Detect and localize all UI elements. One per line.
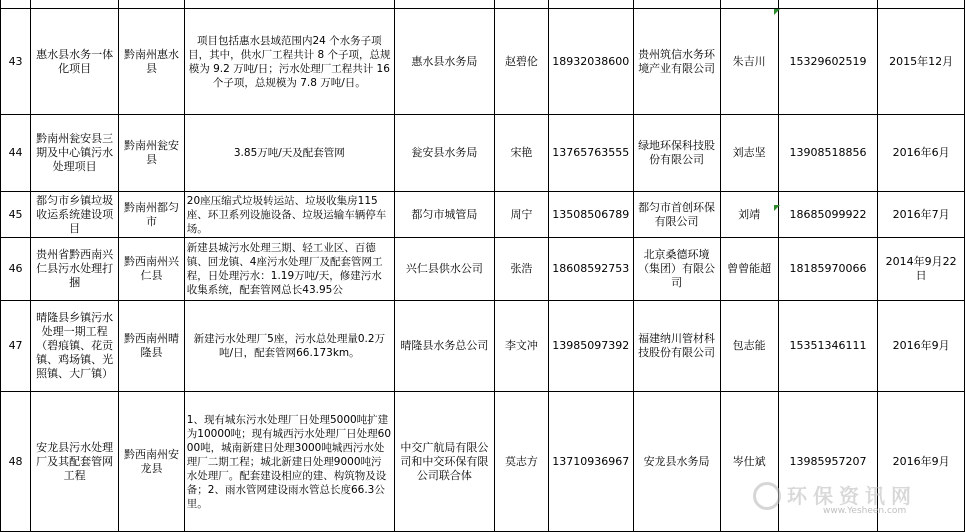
table-row	[1, 115, 965, 192]
cell-owner-phone: 13765763555	[549, 115, 634, 192]
cell-owner-phone: 18608592753	[549, 238, 634, 301]
cell-owner-phone: 13710936967	[549, 392, 634, 532]
table-row	[1, 301, 965, 392]
cell-project	[31, 0, 119, 9]
cell-no: 43	[1, 9, 31, 115]
cell-region: 黔西南州兴仁县	[119, 238, 185, 301]
cell-no	[1, 0, 31, 9]
cell-project: 黔南州瓮安县三期及中心镇污水处理项目	[31, 115, 119, 192]
table-row	[1, 192, 965, 238]
cell-investor-phone: 18685099922	[778, 192, 878, 238]
cell-no: 46	[1, 238, 31, 301]
cell-content: 新建县城污水处理三期、轻工业区、百德镇、回龙镇、4座污水处理厂及配套管网工程，日处理污水：1.19万吨/天，修建污水收集系统，配套管网总长43.95公	[184, 238, 394, 301]
cell-project: 安龙县污水处理厂及其配套管网工程	[31, 392, 119, 532]
cell-region: 黔西南州安龙县	[119, 392, 185, 532]
cell-owner: 兴仁县供水公司	[394, 238, 494, 301]
cell-investor-contact: 包志能	[720, 301, 778, 392]
cell-content: 1、现有城东污水处理厂日处理5000吨扩建为10000吨；现有城西污水处理厂日处理6000吨，城南新建日处理3000吨城西污水处理厂二期工程；城北新建日处理9000吨污水处理厂。配套建设相应的建、构筑物及设备；2、雨水管网建设雨水管总长度66.3公里。	[184, 392, 394, 532]
cell-date: 2016年6月	[878, 115, 965, 192]
cell-region: 黔南州惠水县	[119, 9, 185, 115]
cell-investor: 北京桑德环境（集团）有限公司	[633, 238, 720, 301]
cell-content	[184, 0, 394, 9]
cell-owner-contact: 赵碧伦	[494, 9, 548, 115]
cell-no: 44	[1, 115, 31, 192]
cell-date: 2014年9月22日	[878, 238, 965, 301]
cell-date: 2016年9月	[878, 392, 965, 532]
watermark-url: www.Yesheen.com	[823, 506, 907, 516]
cell-owner	[394, 0, 494, 9]
cell-owner-contact	[494, 0, 548, 9]
cell-investor-phone: 18185970066	[778, 238, 878, 301]
cell-investor-phone: 13908518856	[778, 115, 878, 192]
comment-marker	[774, 9, 780, 15]
cell-content: 项目包括惠水县域范围内24 个水务子项目，其中，供水厂工程共计 8 个子项，总规模为 9.2 万吨/日；污水处理厂工程共计 16 个子项，总规模为 7.8 万吨/日。	[184, 9, 394, 115]
cell-content: 新建污水处理厂5座，污水总处理量0.2万吨/日，配套管网66.173km。	[184, 301, 394, 392]
cell-region: 黔西南州晴隆县	[119, 301, 185, 392]
cell-no: 48	[1, 392, 31, 532]
cell-investor	[633, 0, 720, 9]
cell-owner-contact: 李文冲	[494, 301, 548, 392]
table-row	[1, 392, 965, 532]
cell-investor: 贵州筑信水务环境产业有限公司	[633, 9, 720, 115]
cell-content: 20座压缩式垃圾转运站、垃圾收集房115座、环卫系列设施设备、垃圾运输车辆停车场。	[184, 192, 394, 238]
cell-investor-phone	[778, 0, 878, 9]
table-row	[1, 9, 965, 115]
cell-investor-phone: 15329602519	[778, 9, 878, 115]
cell-investor: 都匀市首创环保有限公司	[633, 192, 720, 238]
table-row	[1, 0, 965, 9]
cell-owner: 晴隆县水务总公司	[394, 301, 494, 392]
cell-investor-phone: 15351346111	[778, 301, 878, 392]
table-row	[1, 238, 965, 301]
cell-region: 黔南州都匀市	[119, 192, 185, 238]
cell-owner: 瓮安县水务局	[394, 115, 494, 192]
cell-date: 2015年12月	[878, 9, 965, 115]
cell-date	[878, 0, 965, 9]
cell-project: 贵州省黔西南兴仁县污水处理打捆	[31, 238, 119, 301]
cell-owner-contact: 周宁	[494, 192, 548, 238]
cell-owner-contact: 宋艳	[494, 115, 548, 192]
cell-owner: 中交广航局有限公司和中交环保有限公司联合体	[394, 392, 494, 532]
cell-project: 惠水县水务一体化项目	[31, 9, 119, 115]
cell-owner: 惠水县水务局	[394, 9, 494, 115]
cell-investor-phone: 13985957207	[778, 392, 878, 532]
cell-investor: 安龙县水务局	[633, 392, 720, 532]
cell-investor-contact: 曾曾能超	[720, 238, 778, 301]
cell-project: 晴隆县乡镇污水处理一期工程（碧痕镇、花贡镇、鸡场镇、光照镇、大厂镇）	[31, 301, 119, 392]
cell-investor-contact: 刘志坚	[720, 115, 778, 192]
watermark-text: 环保资讯网	[787, 484, 917, 508]
cell-no: 47	[1, 301, 31, 392]
cell-owner-phone: 18932038600	[549, 9, 634, 115]
comment-marker	[774, 205, 780, 211]
cell-investor-contact	[720, 0, 778, 9]
cell-region	[119, 0, 185, 9]
cell-content: 3.85万吨/天及配套管网	[184, 115, 394, 192]
cell-region: 黔南州瓮安县	[119, 115, 185, 192]
cell-investor-contact: 朱吉川	[720, 9, 778, 115]
cell-owner-contact: 莫志方	[494, 392, 548, 532]
cell-owner-contact: 张浩	[494, 238, 548, 301]
cell-owner: 都匀市城管局	[394, 192, 494, 238]
cell-owner-phone	[549, 0, 634, 9]
cell-investor: 福建纳川管材科技股份有限公司	[633, 301, 720, 392]
cell-investor-contact: 岑仕斌	[720, 392, 778, 532]
cell-date: 2016年9月	[878, 301, 965, 392]
cell-owner-phone: 13508506789	[549, 192, 634, 238]
cell-date: 2016年7月	[878, 192, 965, 238]
cell-investor-contact: 刘靖	[720, 192, 778, 238]
cell-project: 都匀市乡镇垃圾收运系统建设项目	[31, 192, 119, 238]
cell-no: 45	[1, 192, 31, 238]
cell-owner-phone: 13985097392	[549, 301, 634, 392]
cell-investor: 绿地环保科技股份有限公司	[633, 115, 720, 192]
